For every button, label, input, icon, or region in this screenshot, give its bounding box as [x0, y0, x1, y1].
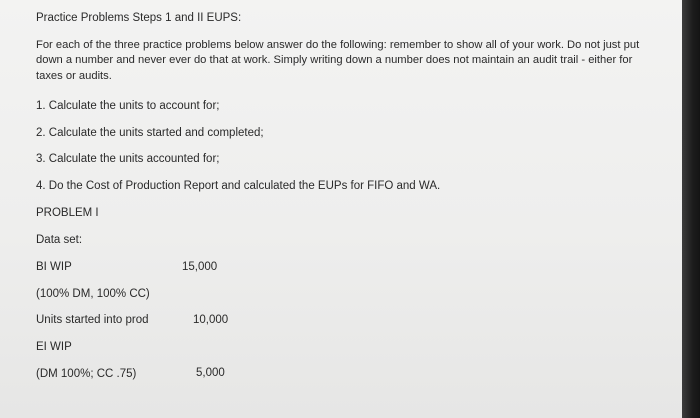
dark-screen-edge: [682, 0, 700, 418]
problem-label: PROBLEM I: [36, 207, 99, 219]
step-2: 2. Calculate the units started and completed;: [36, 127, 264, 139]
step-3: 3. Calculate the units accounted for;: [36, 153, 220, 165]
row-value-ei-wip: 5,000: [196, 367, 225, 379]
row-value-bi-wip: 15,000: [182, 261, 218, 273]
step-4: 4. Do the Cost of Production Report and calculated the EUPs for FIFO and WA.: [36, 180, 441, 192]
row-value-units-started: 10,000: [193, 314, 229, 326]
row-label-ei-wip-percent: (DM 100%; CC .75): [36, 368, 137, 380]
row-label-ei-wip: EI WIP: [36, 341, 72, 353]
step-1: 1. Calculate the units to account for;: [36, 100, 220, 112]
row-label-bi-wip: BI WIP: [36, 261, 72, 273]
data-set-label: Data set:: [36, 234, 83, 246]
page-heading: Practice Problems Steps 1 and II EUPS:: [36, 12, 242, 24]
instructions-paragraph: For each of the three practice problems below answer do the following: remember to show all of your work. Do not just put down a number and never ever do that at work. Simply writing down a number does not maintain an audit trail - either for taxes or audits.: [36, 39, 640, 82]
row-label-units-started: Units started into prod: [36, 314, 149, 326]
row-label-bi-wip-percent: (100% DM, 100% CC): [36, 288, 150, 300]
